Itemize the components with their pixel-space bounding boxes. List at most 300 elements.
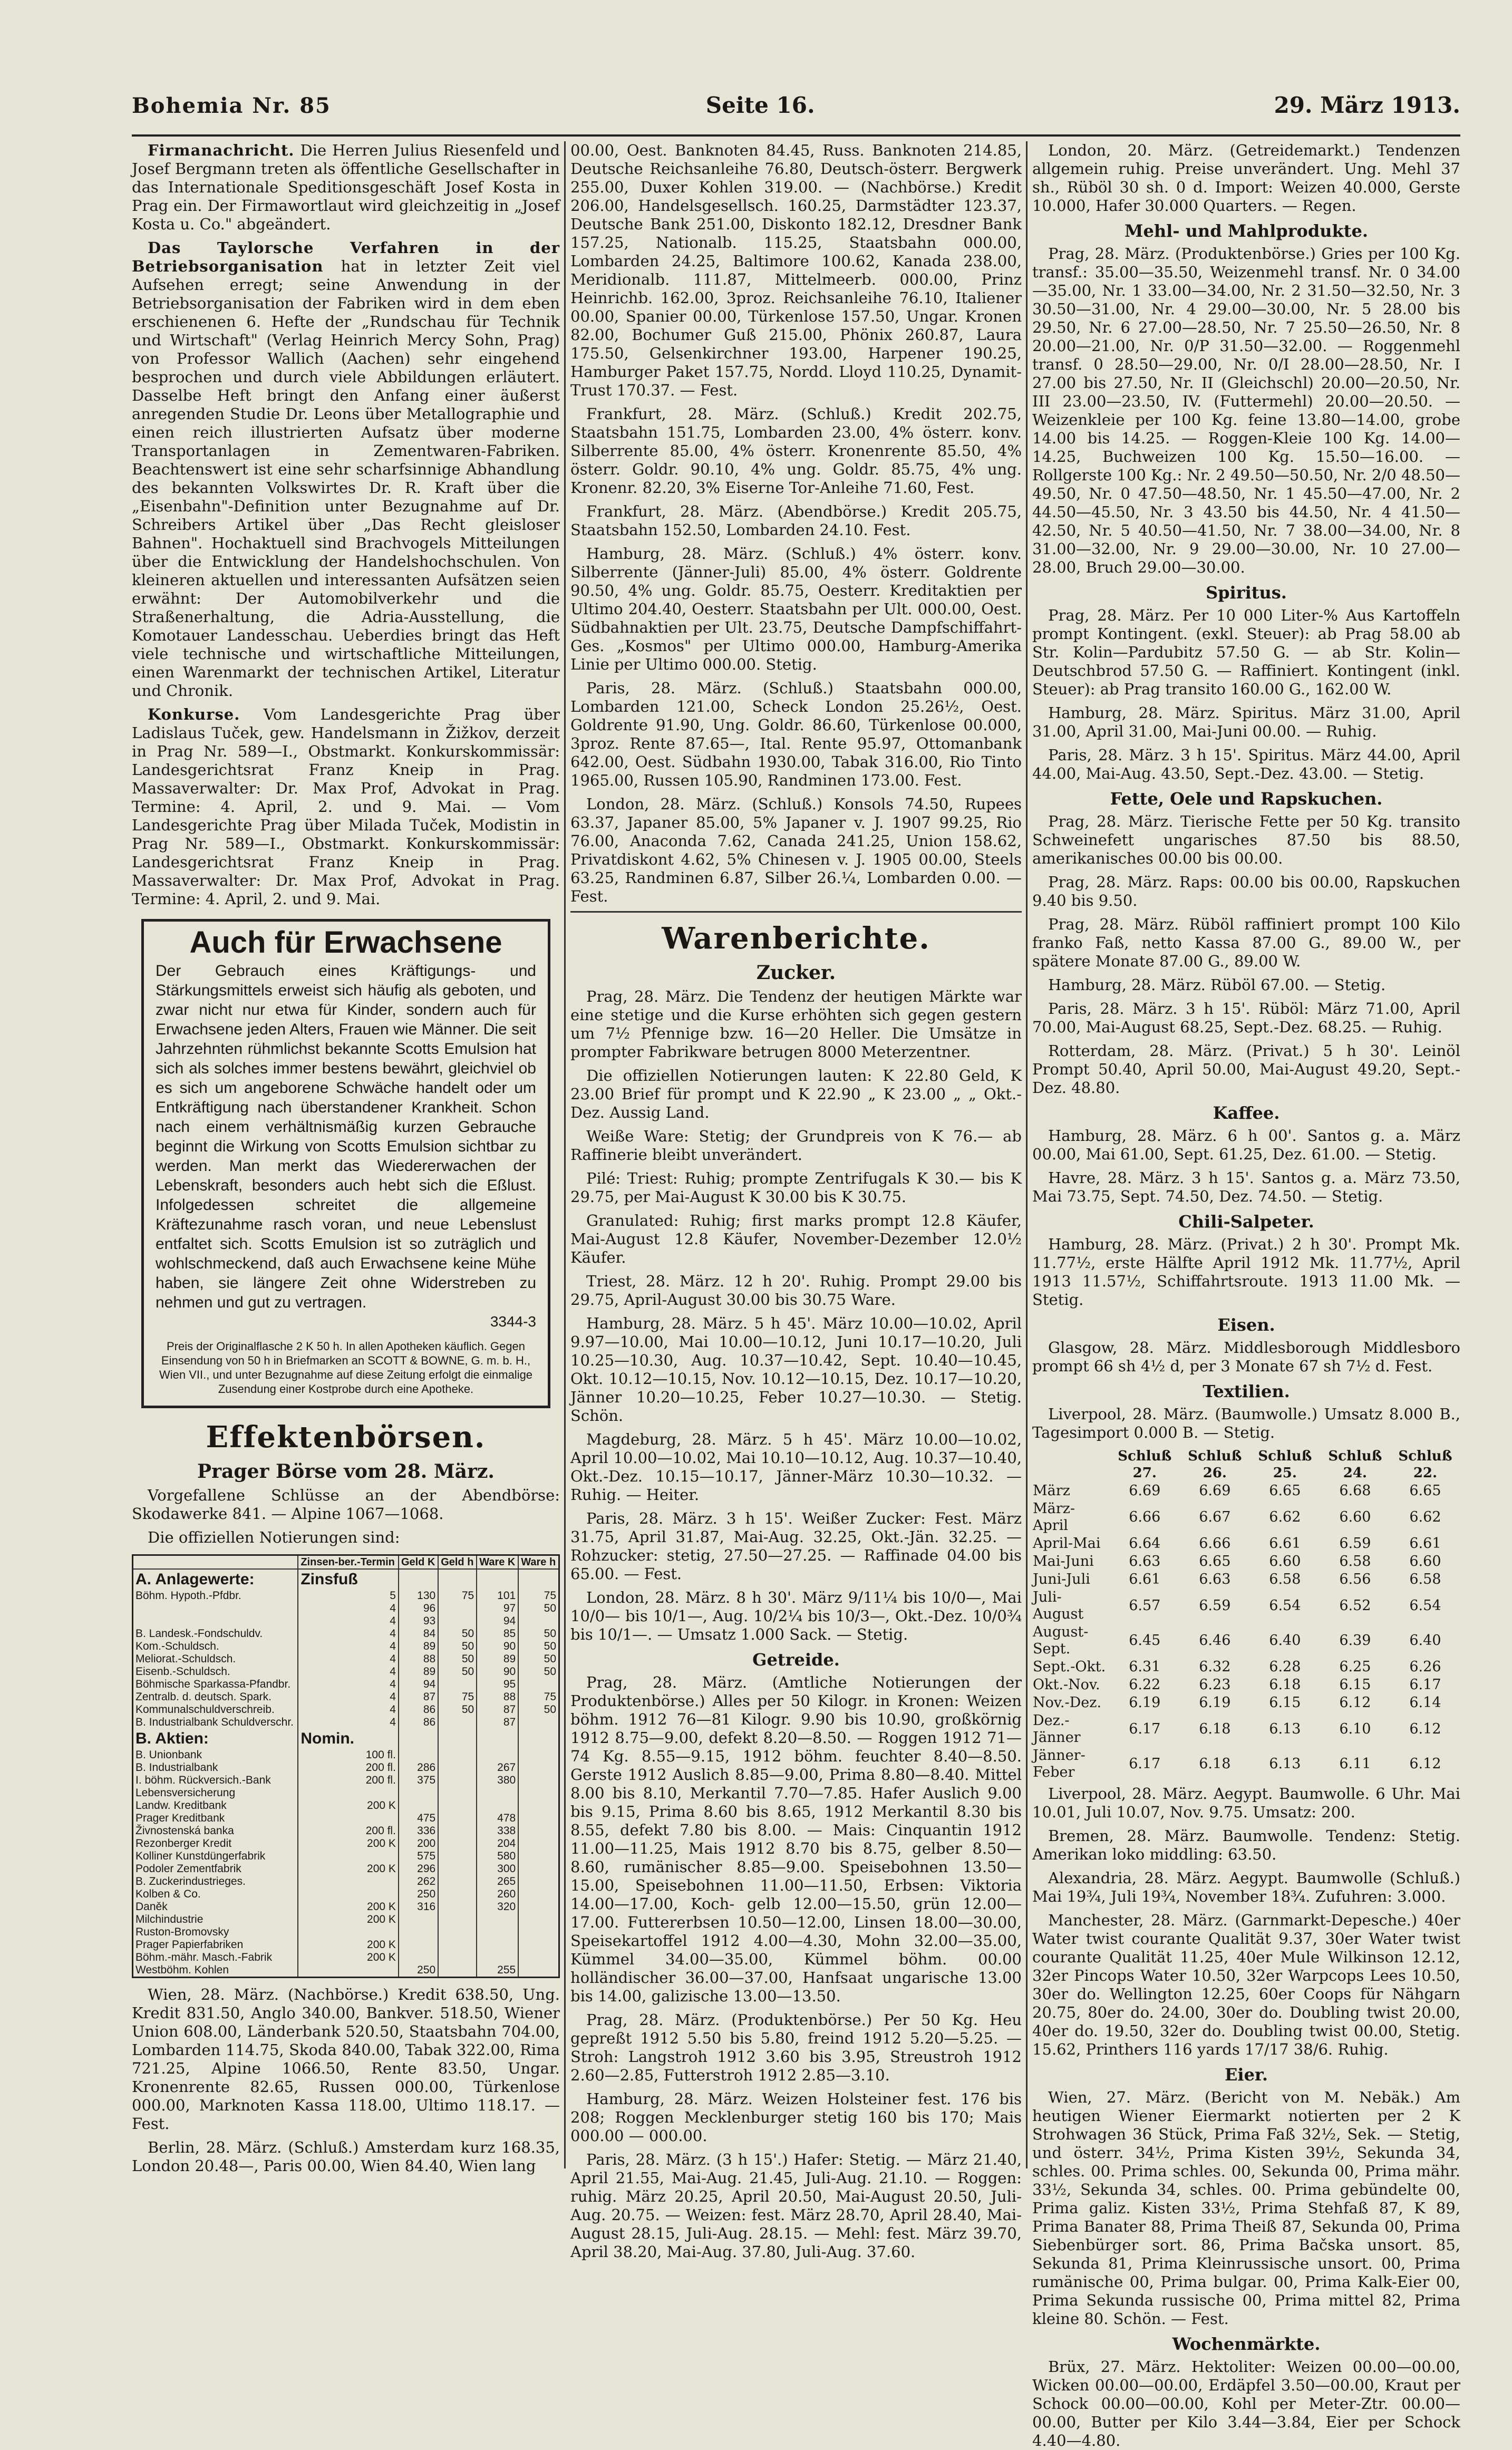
table-cell: 50: [438, 1640, 477, 1653]
table-header-row: [133, 1556, 558, 1569]
table-cell: 50: [438, 1653, 477, 1665]
subsection-weekly-markets: Wochenmärkte.: [1172, 2334, 1321, 2354]
article-rapeoil-paris: Paris, 28. März. 3 h 15'. Rüböl: März 71.00, April 70.00, Mai-August 68.25, Sept.-Dez. 68.25. — Ruhig.: [1032, 1000, 1460, 1036]
table-cell: 6.61: [1129, 1571, 1161, 1587]
table-cell: B. Zuckerindustrieges.: [135, 1875, 246, 1887]
table-cell: Okt.-Nov.: [1033, 1677, 1100, 1693]
article-sugar-paris: Paris, 28. März. 3 h 15'. Weißer Zucker: Fest. März 31.75, April 31.87, Mai-Aug. 32.25, Okt.-Jän. 32.25. — Rohzucker: stetig, 27.50—27.25. — Raffinade 04.00 bis 65.00. — Fest.: [570, 1509, 1022, 1583]
table-cell: 6.12: [1409, 1721, 1441, 1737]
table-cell: 204: [477, 1837, 518, 1850]
article-sugar-granulated: Granulated: Ruhig; first marks prompt 12.8 Käufer, Mai-August 12.8 Käufer, November-Dezember 12.0½ Käufer.: [570, 1212, 1022, 1266]
article-sugar-official: Die offiziellen Notierungen lauten: K 22.80 Geld, K 23.00 Brief für prompt und K 22.90 „ K 23.00 „ „ Okt.-Dez. Aussig Land.: [570, 1067, 1022, 1121]
table-body-shares: [133, 1729, 558, 1977]
table-row: [133, 1951, 558, 1964]
article-cotton-liverpool: Liverpool, 28. März. (Baumwolle.) Umsatz 8.000 B., Tagesimport 0.000 B. — Stetig.: [1032, 1405, 1460, 1441]
ad-body: Der Gebrauch eines Kräftigungs- und Stärkungsmittels erweist sich häufig als geboten, und zwar nicht nur etwa für Kinder, sondern auch für Erwachsene jeden Alters, Frauen wie Männer. Die seit Jahrzehnten rühmlichst bekannte Scotts Emulsion hat sich als solches immer bestens bewährt, gleichviel ob es sich um angeborene Schwäche handelt oder um Entkräftigung nach überstandener Krankheit. Schon nach einem verhältnismäßig kurzen Gebrauche beginnt die Wirkung von Scotts Emulsion sichtbar zu werden. Man merkt das Wiedererwachen der Lebenskraft, besonders auch hebt sich die Eßlust. Infolgedessen schreitet die allgemeine Kräftezunahme rasch voran, und neue Lebenslust entfaltet sich. Scotts Emulsion ist so zuträglich und wohlschmeckend, daß auch Erwachsene keine Mühe haben, sie längere Zeit ohne Widerstreben zu nehmen und gut zu vertragen.: [156, 962, 536, 1311]
article-cotton-bremen: Bremen, 28. März. Baumwolle. Tendenz: Stetig. Amerikan loko middling: 63.50.: [1032, 1827, 1460, 1863]
table-cell: April-Mai: [1033, 1535, 1101, 1552]
table-cell: 86: [399, 1703, 438, 1716]
article-london-close: London, 28. März. (Schluß.) Konsols 74.50, Rupees 63.37, Japaner 85.00, 5% Japaner v. J. 1907 99.25, Rio 76.00, Anaconda 7.62, Canada 241.25, Union 158.62, Privatdiskont 4.62, 5% Chinesen v. J. 1905 00.00, Steels 63.25, Randminen 6.87, Silber 26.¼, Lombarden 0.00. — Fest.: [570, 795, 1022, 905]
table-cell: 200 fl.: [298, 1774, 399, 1787]
table-cell: 6.28: [1269, 1659, 1301, 1675]
table-cell: 89: [399, 1665, 438, 1678]
table-cell: 6.60: [1409, 1553, 1441, 1570]
table-cell: 50: [518, 1653, 558, 1665]
table-cell: 96: [399, 1602, 438, 1615]
table-row: [133, 1602, 558, 1615]
table-cell: [518, 1888, 558, 1901]
table-cell: Prager Kreditbank: [135, 1812, 225, 1824]
table-category-row: [133, 1729, 558, 1749]
table-cell: [399, 1951, 438, 1964]
table-cell: [438, 1913, 477, 1926]
table-cell: März-April: [1033, 1500, 1075, 1534]
table-cell: 6.40: [1269, 1632, 1301, 1649]
table-cell: 200 K: [298, 1939, 399, 1951]
table-cell: Juni-Juli: [1033, 1571, 1090, 1587]
table-header: Ware h: [518, 1556, 558, 1569]
table-row: [133, 1628, 558, 1640]
subsection-fats: Fette, Oele und Rapskuchen.: [1110, 789, 1383, 809]
table-cell: 336: [399, 1825, 438, 1837]
table-cell: 4: [298, 1653, 399, 1665]
table-cell: 200 K: [298, 1951, 399, 1964]
table-cell: 320: [477, 1901, 518, 1913]
table-body-investments: [133, 1569, 558, 1729]
table-row: [1032, 1482, 1460, 1500]
table-cell: 300: [477, 1863, 518, 1875]
table-cell: 6.57: [1129, 1597, 1161, 1614]
table-cell: [438, 1875, 477, 1888]
table-cell: 6.23: [1199, 1677, 1231, 1693]
article-grain-hamburg: Hamburg, 28. März. Weizen Holsteiner fest. 176 bis 208; Roggen Mecklenburger stetig 160 bis 170; Mais 000.00 — 000.00.: [570, 2090, 1022, 2145]
table-cell: 6.69: [1199, 1483, 1231, 1499]
table-cell: Rezonberger Kredit: [135, 1837, 232, 1849]
table-cell: [477, 1913, 518, 1926]
table-cell: 6.26: [1409, 1659, 1441, 1675]
advertisement-scotts-emulsion: [141, 919, 550, 1408]
table-cell: 6.56: [1339, 1571, 1371, 1587]
table-row: [1032, 1571, 1460, 1589]
table-cell: [518, 1825, 558, 1837]
table-cell: 6.61: [1269, 1535, 1301, 1552]
table-cell: [518, 1615, 558, 1628]
column-divider: [1026, 141, 1028, 2168]
table-row: [133, 1615, 558, 1628]
table-cell: [438, 1716, 477, 1729]
table-header: Schluß 27.: [1118, 1448, 1172, 1481]
table-row: [133, 1863, 558, 1875]
table-cell: [518, 1716, 558, 1729]
issue-date: 29. März 1913.: [1274, 92, 1460, 118]
table-cell: 87: [399, 1691, 438, 1703]
table-cell: 75: [518, 1590, 558, 1602]
table-cell: [438, 1615, 477, 1628]
table-cell: 6.45: [1129, 1632, 1161, 1649]
table-category-row: [133, 1569, 558, 1590]
table-cell: Eisenb.-Schuldsch.: [135, 1665, 230, 1678]
table-cell: 6.54: [1269, 1597, 1301, 1614]
table-header: Zinsen-ber.-Termin: [298, 1556, 399, 1569]
table-cell: 6.69: [1129, 1483, 1161, 1499]
table-cell: 316: [399, 1901, 438, 1913]
table-row: [133, 1825, 558, 1837]
table-cell: [298, 1787, 399, 1799]
table-cell: 200 K: [298, 1799, 399, 1812]
table-cell: [518, 1913, 558, 1926]
table-cell: [518, 1812, 558, 1825]
page-header: [132, 92, 1460, 134]
table-cell: 200: [399, 1837, 438, 1850]
table-cell: 255: [477, 1964, 518, 1977]
table-cell: [298, 1850, 399, 1863]
article-fats-prague: Prag, 28. März. Tierische Fette per 50 Kg. transito Schweinefett ungarisches 87.50 bis 88.50, amerikanisches 00.00 bis 00.00.: [1032, 812, 1460, 867]
table-cell: 50: [438, 1665, 477, 1678]
table-header: [133, 1556, 298, 1569]
table-cell: 87: [477, 1703, 518, 1716]
table-cell: [438, 1761, 477, 1774]
table-cell: 6.67: [1199, 1509, 1231, 1525]
table-cell: 4: [298, 1678, 399, 1691]
table-cell: Westböhm. Kohlen: [135, 1964, 229, 1976]
subsection-iron: Eisen.: [1217, 1315, 1275, 1335]
table-row: [133, 1939, 558, 1951]
article-sugar-london: London, 28. März. 8 h 30'. März 9/11¼ bis 10/0—, Mai 10/0— bis 10/1—, Aug. 10/2¼ bis 10/3—, Okt.-Dez. 10/0¾ bis 10/1—. — Umsatz 1.000 Sack. — Stetig.: [570, 1589, 1022, 1643]
table-cell: 6.54: [1409, 1597, 1441, 1614]
table-cell: [438, 1602, 477, 1615]
table-cell: [518, 1761, 558, 1774]
column-right: [1032, 141, 1460, 2449]
table-cell: Böhmische Sparkassa-Pfandbr.: [135, 1678, 291, 1690]
table-cell: 250: [399, 1964, 438, 1977]
table-cell: [438, 1837, 477, 1850]
table-cell: 4: [298, 1628, 399, 1640]
table-cell: 4: [298, 1716, 399, 1729]
table-cell: [133, 1602, 298, 1615]
table-cell: [518, 1939, 558, 1951]
table-cell: [438, 1939, 477, 1951]
table-row: [1032, 1658, 1460, 1676]
subsection-eggs: Eier.: [1225, 2065, 1268, 2085]
table-cell: 50: [518, 1602, 558, 1615]
table-cell: 200 K: [298, 1837, 399, 1850]
table-cell: 200 K: [298, 1913, 399, 1926]
table-cell: 4: [298, 1691, 399, 1703]
table-row: [133, 1888, 558, 1901]
table-cell: [518, 1799, 558, 1812]
article-market-brux: Brüx, 27. März. Hektoliter: Weizen 00.00—00.00, Wicken 00.00—00.00, Erdäpfel 3.50—00.00, Kraut per Schock 00.00—00.00, Kohl per Meter-Ztr. 00.00—00.00, Butter per Kilo 3.44—3.84, Eier per Schock 4.40—4.80.: [1032, 2358, 1460, 2449]
table-header: Geld K: [399, 1556, 438, 1569]
table-cell: Kom.-Schuldsch.: [135, 1640, 219, 1652]
cotton-table-body: [1032, 1482, 1460, 1781]
table-cell: Zentralb. d. deutsch. Spark.: [135, 1691, 272, 1703]
table-cell: [298, 1964, 399, 1977]
table-row: [133, 1691, 558, 1703]
table-cell: 50: [518, 1665, 558, 1678]
table-cell: 6.40: [1409, 1632, 1441, 1649]
table-cell: 375: [399, 1774, 438, 1787]
table-cell: Böhm. Hypoth.-Pfdbr.: [135, 1590, 241, 1602]
table-cell: [298, 1875, 399, 1888]
table-row: [133, 1799, 558, 1812]
header-rule: [132, 134, 1460, 137]
ad-code: 3344-3: [490, 1313, 536, 1330]
table-cell: [438, 1926, 477, 1939]
table-cell: 6.12: [1409, 1756, 1441, 1772]
table-row: [1032, 1500, 1460, 1535]
table-row: [133, 1774, 558, 1787]
table-row: [1032, 1623, 1460, 1658]
table-row: [133, 1913, 558, 1926]
article-rapeoil-hamburg: Hamburg, 28. März. Rüböl 67.00. — Stetig.: [1048, 976, 1386, 994]
table-row: [1032, 1676, 1460, 1694]
article-london-grain: London, 20. März. (Getreidemarkt.) Tendenzen allgemein ruhig. Preise unverändert. Ung. Mehl 37 sh., Rüböl 30 sh. 0 d. Import: Weizen 40.000, Gerste 10.000, Hafer 30.000 Quarters. — Regen.: [1032, 141, 1460, 215]
article-bankruptcies: Konkurse. Vom Landesgerichte Prag über Ladislaus Tuček, gew. Handelsmann in Žižkov, derzeit in Prag Nr. 589—I., Obstmarkt. Konkurskommissär: Landesgerichtsrat Franz Kneip in Prag. Massaverwalter: Dr. Max Prof, Advokat in Prag. Termine: 4. April, 2. und 9. Mai. — Vom Landesgerichte Prag über Milada Tuček, Modistin in Prag Nr. 589—I., Obstmarkt. Konkurskommissär: Landesgerichtsrat Franz Kneip in Prag. Massaverwalter: Dr. Max Prof, Advokat in Prag. Termine: 4. April, 2. und 9. Mai.: [132, 705, 560, 908]
table-cell: 75: [518, 1691, 558, 1703]
article-taylor-method: Das Taylorsche Verfahren in der Betriebsorganisation hat in letzter Zeit viel Aufsehen erregt; seine Anwendung in der Betriebsorganisation der Fabriken wird in dem eben erschienenen 6. Hefte der „Rundschau für Technik und Wirtschaft" (Verlag Heinrich Mercy Sohn, Prag) von Professor Wallich (Aachen) sehr eingehend besprochen und durch viele Abbildungen erläutert. Dasselbe Heft bringt den Anfang einer äußerst anregenden Studie Dr. Leons über Metallographie und einen reich illustrierten Aufsatz über moderne Transportanlagen in Zementwaren-Fabriken. Beachtenswert ist eine sehr scharfsinnige Abhandlung des bekannten Volkswirtes Dr. R. Kraft über die „Eisenbahn"-Definition unter Bezugnahme auf Dr. Schreibers Artikel über „Das Recht gleisloser Bahnen". Hochaktuell sind Brachvogels Mitteilungen über die Entwicklung der Handelshochschulen. Von kleineren aktuellen und interessanten Aufsätzen seien erwähnt: Der Automobilverkehr und die Straßenerhaltung, die Adria-Ausstellung, die Komotauer Landesschau. Ueberdies bringt das Heft viele technische und wirtschaftliche Mitteilungen, einen Warenmarkt der technischen Artikel, Literatur und Chronik.: [132, 239, 560, 700]
table-cell: 267: [477, 1761, 518, 1774]
article-saltpeter-hamburg: Hamburg, 28. März. (Privat.) 2 h 30'. Prompt Mk. 11.77½, erste Hälfte April 1912 Mk. 11.77½, April 1913 11.57½, Schiffahrtsroute. 1913 11.00 Mk. — Stetig.: [1032, 1235, 1460, 1309]
table-cell: 130: [399, 1590, 438, 1602]
table-cell: [399, 1913, 438, 1926]
table-cell: Prager Papierfabriken: [135, 1939, 244, 1951]
article-vienna-after-hours: Wien, 28. März. (Nachbörse.) Kredit 638.50, Ung. Kredit 831.50, Anglo 340.00, Bankver. 518.50, Wiener Union 608.00, Länderbank 520.50, Staatsbahn 704.00, Lombarden 114.75, Skoda 840.00, Tabak 322.00, Rima 721.25, Alpine 1066.50, Rente 83.50, Ungar. Kronenrente 82.65, Russen 000.00, Türkenlose 000.00, Marknoten Kassa 118.00, Ultimo 118.17. — Fest.: [132, 1986, 560, 2133]
table-cell: 6.46: [1199, 1632, 1231, 1649]
table-cell: 6.31: [1129, 1659, 1161, 1675]
table-header-row: [1032, 1447, 1460, 1482]
ad-title: Auch für Erwachsene: [189, 925, 502, 960]
table-cell: [399, 1749, 438, 1761]
table-row: [1032, 1747, 1460, 1781]
table-row: [133, 1761, 558, 1774]
table-header: Schluß 22.: [1398, 1448, 1452, 1481]
table-cell: Podoler Zementfabrik: [135, 1863, 241, 1875]
table-cell: 6.18: [1199, 1756, 1231, 1772]
table-cell: [518, 1926, 558, 1939]
article-grain-paris: Paris, 28. März. (3 h 15'.) Hafer: Stetig. — März 21.40, April 21.55, Mai-Aug. 21.45, Juli-Aug. 21.10. — Roggen: ruhig. März 20.25, April 20.50, Mai-August 20.50, Juli-Aug. 20.75. — Weizen: fest. März 28.70, April 28.40, Mai-August 28.15, Juli-Aug. 28.15. — Mehl: fest. März 39.70, April 38.20, Mai-Aug. 37.80, Juli-Aug. 37.60.: [570, 2151, 1022, 2261]
table-cell: Jänner-Feber: [1033, 1747, 1085, 1780]
table-cell: 4: [298, 1665, 399, 1678]
table-row: [1032, 1712, 1460, 1747]
table-cell: [518, 1875, 558, 1888]
table-cell: 338: [477, 1825, 518, 1837]
table-cell: 6.60: [1339, 1509, 1371, 1525]
subsection-grain: Getreide.: [752, 1650, 840, 1670]
table-cell: [477, 1799, 518, 1812]
article-flour-prague: Prag, 28. März. (Produktenbörse.) Gries per 100 Kg. transf.: 35.00—35.50, Weizenmehl transf. Nr. 0 34.00—35.00, Nr. 1 33.00—34.00, Nr. 2 31.50—32.50, Nr. 3 30.50—31.00, Nr. 4 29.00—30.00, Nr. 5 28.00 bis 29.50, Nr. 6 27.00—28.50, Nr. 7 25.50—26.50, Nr. 8 20.00—21.00, Nr. 0/P 31.50—32.00. — Roggenmehl transf. 0 28.50—29.00, Nr. 0/I 28.00—28.50, Nr. I 27.00 bis 27.50, Nr. II (Gleichschl) 20.00—20.50, Nr. III 23.00—23.50, IV. (Futtermehl) 20.00—20.50. — Weizenkleie per 100 Kg. feine 13.80—14.00, grobe 14.00 bis 14.25. — Roggen-Kleie 100 Kg. 14.00—14.25, Buchweizen 100 Kg. 15.50—16.00. — Rollgerste 100 Kg.: Nr. 2 49.50—50.50, Nr. 2/0 48.50—49.50, Nr. 0 47.50—48.50, Nr. 1 45.50—47.00, Nr. 2 44.50—45.50, Nr. 3 43.50 bis 44.50, Nr. 4 41.50—42.50, Nr. 5 40.50—41.50, Nr. 7 38.00—34.00, Nr. 8 31.00—32.00, Nr. 9 29.00—30.00, Nr. 10 27.00—28.00, Bruch 29.00—30.00.: [1032, 245, 1460, 576]
article-coffee-hamburg: Hamburg, 28. März. 6 h 00'. Santos g. a. März 00.00, Mai 61.00, Sept. 61.25, Dez. 61.00. — Stetig.: [1032, 1127, 1460, 1163]
table-cell: 380: [477, 1774, 518, 1787]
table-row: [133, 1850, 558, 1863]
category-label: A. Anlagewerte:: [135, 1571, 255, 1588]
article-rapeoil-prague: Prag, 28. März. Rüböl raffiniert prompt 100 Kilo franko Faß, netto Kassa 87.00 G., 89.00 W., per spätere Monate 87.00 G., 89.00 W.: [1032, 915, 1460, 970]
section-title-commodities: Warenberichte.: [662, 921, 931, 956]
table-cell: 100 fl.: [298, 1749, 399, 1761]
table-row: [133, 1653, 558, 1665]
table-cell: Daněk: [135, 1901, 168, 1913]
article-grain-prague-official: Prag, 28. März. (Amtliche Notierungen der Produktenbörse.) Alles per 50 Kilogr. in Kronen: Weizen böhm. 1912 76—81 Kilogr. 9.90 bis 10.90, großkörnig 1912 8.75—9.00, defekt 8.20—8.50. — Roggen 1912 71—74 Kg. 8.55—9.15, 1912 böhm. feuchter 8.40—8.50. Gerste 1912 Auslich 8.85—9.00, Prima 8.80—8.40. Mittel 8.00 bis 8.10, Merkantil 7.70—7.85. Hafer Auslich 9.00 bis 9.15, Prima 8.60 bis 8.65, 1912 Merkantil 8.30 bis 8.55, defekt 7.80 bis 8.00. — Mais: Cinquantin 1912 11.00—11.25, Mais 1912 8.70 bis 8.75, gelber 8.50—8.60, rumänischer 8.85—9.00. Speisebohnen 13.50—15.00, Speisebohnen 11.00—11.50, Erbsen: Viktoria 14.00—17.00, Koch- gelb 12.00—15.50, grün 12.00—17.00. Futtererbsen 10.50—12.00, Linsen 18.00—30.00, Speisekartoffel 1912 4.00—4.30, Mohn 32.00—35.00, Kümmel 34.00—35.00, Kümmel böhm. 00.00 holländischer 36.00—37.00, Hanfsaat ungarische 13.00 bis 14.00, galizische 13.00—13.50.: [570, 1673, 1022, 2005]
table-cell: [518, 1951, 558, 1964]
subsection-spirits: Spiritus.: [1206, 583, 1287, 603]
article-linseed-rotterdam: Rotterdam, 28. März. (Privat.) 5 h 30'. Leinöl Prompt 50.40, April 50.00, Mai-August 49.20, Sept.-Dez. 48.80.: [1032, 1042, 1460, 1097]
table-cell: B. Landesk.-Fondschuldv.: [135, 1628, 263, 1640]
table-cell: 50: [518, 1628, 558, 1640]
table-row: [133, 1590, 558, 1602]
table-cell: [518, 1774, 558, 1787]
table-cell: 5: [298, 1590, 399, 1602]
table-cell: 286: [399, 1761, 438, 1774]
table-cell: 4: [298, 1703, 399, 1716]
table-header: Geld h: [438, 1556, 477, 1569]
table-cell: 6.66: [1129, 1509, 1161, 1525]
article-frankfurt-evening: Frankfurt, 28. März. (Abendbörse.) Kredit 205.75, Staatsbahn 152.50, Lombarden 24.10. Fest.: [570, 502, 1022, 539]
table-cell: 50: [518, 1703, 558, 1716]
table-cell: 6.17: [1409, 1677, 1441, 1693]
table-cell: [298, 1812, 399, 1825]
table-cell: 200 fl.: [298, 1825, 399, 1837]
table-cell: 575: [399, 1850, 438, 1863]
table-cell: 6.61: [1409, 1535, 1441, 1552]
table-cell: 250: [399, 1888, 438, 1901]
article-sugar-white: Weiße Ware: Stetig; der Grundpreis von K 76.— ab Raffinerie bleibt unverändert.: [570, 1127, 1022, 1164]
table-cell: B. Industrialbank Schuldverschr.: [135, 1716, 294, 1728]
table-cell: Kolliner Kunstdüngerfabrik: [135, 1850, 266, 1862]
table-row: [1032, 1553, 1460, 1571]
table-cell: 6.32: [1199, 1659, 1231, 1675]
article-firm-news: Firmanachricht. Die Herren Julius Riesenfeld und Josef Bergmann treten als öffentliche Gesellschafter in das Internationale Speditionsgeschäft Josef Kosta in Prag ein. Der Firmawortlaut wird gleichzeitig in „Josef Kosta u. Co." abgeändert.: [132, 141, 560, 233]
table-cell: 88: [477, 1691, 518, 1703]
table-cell: 6.65: [1409, 1483, 1441, 1499]
table-cell: [518, 1678, 558, 1691]
table-cell: 6.12: [1339, 1694, 1371, 1711]
section-divider: [570, 911, 1022, 913]
table-cell: 6.62: [1409, 1509, 1441, 1525]
article-sugar-magdeburg: Magdeburg, 28. März. 5 h 45'. März 10.00—10.02, April 10.00—10.02, Mai 10.10—10.12, Aug. 10.37—10.40, Okt.-Dez. 10.15—10.17, Jänner-März 10.30—10.32. — Ruhig. — Heiter.: [570, 1430, 1022, 1504]
table-cell: 50: [438, 1703, 477, 1716]
article-eggs-vienna: Wien, 27. März. (Bericht von M. Nebäk.) Am heutigen Wiener Eiermarkt notierten per 2 K Strohwagen 36 Stück, Prima Faß 32½, Sek. — Stetig, und österr. 34½, Prima Kisten 39½, Sekunda 34, schles. 00. Prima schles. 00, Sekunda 00, Prima mähr. 33½, Sekunda 34, schles. 00. Prima gebündelte 00, Prima galiz. Kisten 33½, Prima Stehfaß 87, K 89, Prima Banater 88, Prima Theiß 87, Sekunda 00, Prima Siebenbürger sort. 86, Prima Bačska unsort. 85, Sekunda 81, Prima Kleinrussische unsort. 00, Prima rumänische 00, Prima bulgar. 00, Prima Kalk-Eier 00, Prima Sekunda russische 00, Prima mittel 82, Prima kleine 80. Schön. — Fest.: [1032, 2088, 1460, 2328]
table-cell: [477, 1939, 518, 1951]
table-cell: 97: [477, 1602, 518, 1615]
table-cell: [438, 1825, 477, 1837]
article-egyptian-cotton-liverpool: Liverpool, 28. März. Aegypt. Baumwolle. 6 Uhr. Mai 10.01, Juli 10.07, Nov. 9.75. Umsatz: 200.: [1032, 1785, 1460, 1821]
table-cell: 6.52: [1339, 1597, 1371, 1614]
article-cotton-alexandria: Alexandria, 28. März. Aegypt. Baumwolle (Schluß.) Mai 19¾, Juli 19¾, November 18¾. Zufuhren: 3.000.: [1032, 1869, 1460, 1905]
category-note: Nomin.: [298, 1729, 399, 1749]
category-label: B. Aktien:: [135, 1730, 209, 1747]
article-grain-prague-produce: Prag, 28. März. (Produktenbörse.) Per 50 Kg. Heu gepreßt 1912 5.50 bis 5.80, freind 1912 5.20—5.25. — Stroh: Langstroh 1912 3.60 bis 3.95, Streustroh 1912 2.60—2.85, Futterstroh 1912 2.85—3.10.: [570, 2011, 1022, 2084]
table-cell: B. Unionbank: [135, 1749, 202, 1761]
table-cell: 94: [399, 1678, 438, 1691]
article-spirits-prague: Prag, 28. März. Per 10 000 Liter-% Aus Kartoffeln prompt Kontingent. (exkl. Steuer): ab Prag 58.00 ab Str. Kolin—Pardubitz 57.50 G. — ab Str. Kolin—Deutschbrod 57.50 G. — Raffiniert. Kontingent (inkl. Steuer): ab Prag transito 160.00 G., 162.00 W.: [1032, 606, 1460, 698]
table-cell: 200 K: [298, 1863, 399, 1875]
table-cell: Sept.-Okt.: [1033, 1659, 1106, 1675]
subsection-prague-exchange: Prager Börse vom 28. März.: [197, 1460, 495, 1483]
cotton-price-table: [1032, 1447, 1460, 1781]
table-cell: 94: [477, 1615, 518, 1628]
table-cell: 89: [399, 1640, 438, 1653]
article-spirits-paris: Paris, 28. März. 3 h 15'. Spiritus. März 44.00, April 44.00, Mai-Aug. 43.50, Sept.-Dez. 43.00. — Stetig.: [1032, 746, 1460, 782]
article-iron-glasgow: Glasgow, 28. März. Middlesborough Middlesboro prompt 66 sh 4½ d, per 3 Monate 67 sh 7½ d. Fest.: [1032, 1339, 1460, 1375]
table-cell: 6.22: [1129, 1677, 1161, 1693]
table-cell: 6.14: [1409, 1694, 1441, 1711]
table-row: [133, 1665, 558, 1678]
table-row: [133, 1703, 558, 1716]
table-row: [133, 1875, 558, 1888]
table-cell: 6.59: [1199, 1597, 1231, 1614]
table-cell: [438, 1799, 477, 1812]
table-cell: Landw. Kreditbank: [135, 1799, 227, 1812]
table-header: Schluß 26.: [1188, 1448, 1242, 1481]
table-cell: 6.25: [1339, 1659, 1371, 1675]
table-cell: 6.66: [1199, 1535, 1231, 1552]
column-divider: [564, 141, 566, 2168]
table-cell: 50: [438, 1628, 477, 1640]
table-cell: 87: [477, 1716, 518, 1729]
table-cell: Mai-Juni: [1033, 1553, 1094, 1570]
table-cell: 101: [477, 1590, 518, 1602]
table-row: [133, 1787, 558, 1799]
table-cell: August-Sept.: [1033, 1624, 1089, 1657]
table-cell: 4: [298, 1640, 399, 1653]
table-cell: [518, 1749, 558, 1761]
subsection-flour: Mehl- und Mahlprodukte.: [1125, 221, 1368, 241]
table-cell: [438, 1787, 477, 1799]
table-row: [1032, 1589, 1460, 1623]
table-cell: [399, 1926, 438, 1939]
table-cell: [518, 1901, 558, 1913]
table-cell: 95: [477, 1678, 518, 1691]
table-cell: [399, 1787, 438, 1799]
table-row: [1032, 1694, 1460, 1712]
subsection-textiles: Textilien.: [1203, 1381, 1290, 1401]
table-cell: 6.15: [1339, 1677, 1371, 1693]
table-cell: 4: [298, 1602, 399, 1615]
article-coffee-havre: Havre, 28. März. 3 h 15'. Santos g. a. März 73.50, Mai 73.75, Sept. 74.50, Dez. 74.50. — Stetig.: [1032, 1169, 1460, 1205]
table-cell: 6.18: [1269, 1677, 1301, 1693]
column-middle: [570, 141, 1022, 2261]
table-cell: 6.63: [1199, 1571, 1231, 1587]
category-note: Zinsfuß: [298, 1569, 399, 1590]
table-cell: [438, 1863, 477, 1875]
table-cell: 6.58: [1339, 1553, 1371, 1570]
table-cell: [518, 1964, 558, 1977]
table-cell: 6.65: [1199, 1553, 1231, 1570]
table-cell: Živnostenská banka: [135, 1825, 234, 1837]
table-cell: [477, 1951, 518, 1964]
table-row: [133, 1749, 558, 1761]
table-cell: 6.39: [1339, 1632, 1371, 1649]
article-paris-close: Paris, 28. März. (Schluß.) Staatsbahn 000.00, Lombarden 121.00, Scheck London 25.26½, Oest. Goldrente 91.90, Ung. Goldr. 86.60, Türkenlose 00.000, 3proz. Rente 87.65—, Ital. Rente 95.97, Ottomanbank 642.00, Oest. Südbahn 1930.00, Tabak 316.00, Rio Tinto 1965.00, Russen 105.90, Randminen 173.00. Fest.: [570, 679, 1022, 789]
table-cell: [438, 1888, 477, 1901]
table-row: [133, 1964, 558, 1977]
table-cell: 86: [399, 1716, 438, 1729]
table-cell: [518, 1863, 558, 1875]
column-left: [132, 141, 560, 2175]
table-cell: [438, 1951, 477, 1964]
table-row: [133, 1678, 558, 1691]
table-cell: [438, 1678, 477, 1691]
table-cell: 6.17: [1129, 1721, 1161, 1737]
table-cell: 296: [399, 1863, 438, 1875]
table-cell: 6.62: [1269, 1509, 1301, 1525]
table-cell: 89: [477, 1653, 518, 1665]
table-cell: März: [1033, 1483, 1070, 1499]
article-spirits-hamburg: Hamburg, 28. März. Spiritus. März 31.00, April 31.00, April 31.00, Mai-Juni 00.00. — Ruhig.: [1032, 704, 1460, 740]
table-cell: [298, 1888, 399, 1901]
table-cell: 200 K: [298, 1901, 399, 1913]
table-cell: [477, 1926, 518, 1939]
table-cell: Böhm.-mähr. Masch.-Fabrik: [135, 1951, 273, 1963]
